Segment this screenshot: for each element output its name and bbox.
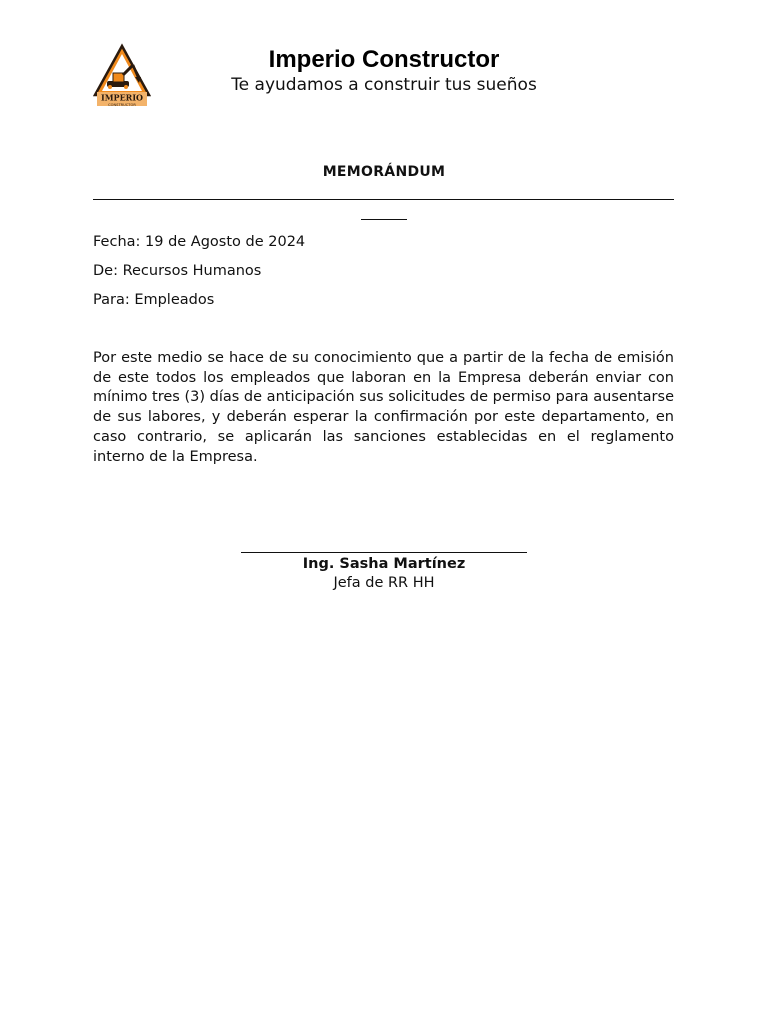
svg-text:CONSTRUCTOR: CONSTRUCTOR (108, 103, 136, 107)
svg-text:IMPERIO: IMPERIO (100, 92, 144, 103)
signatory-role: Jefa de RR HH (333, 575, 435, 591)
memo-from: De: Recursos Humanos (93, 263, 262, 279)
memo-to: Para: Empleados (93, 292, 215, 308)
title-underline-tail (361, 219, 407, 220)
memo-body: Por este medio se hace de su conocimiento que a partir de la fecha de emisión de este todos los empleados que laboran en la Empresa deberán enviar con mínimo tres (3) días de anticipación sus solicitudes de permiso para ausentarse de sus labores, y deberán esperar la confirmación por este departamento, en caso contrario, se aplicarán las sanciones establecidas en el reglamento interno de la Empresa. (93, 350, 674, 465)
memo-date: Fecha: 19 de Agosto de 2024 (93, 234, 306, 250)
company-slogan: Te ayudamos a construir tus sueños (231, 75, 537, 95)
title-underline (93, 199, 674, 200)
memo-title: MEMORÁNDUM (322, 164, 446, 180)
company-name: Imperio Constructor (268, 46, 500, 73)
signatory-name: Ing. Sasha Martínez (302, 556, 466, 572)
signature-line (241, 552, 527, 553)
